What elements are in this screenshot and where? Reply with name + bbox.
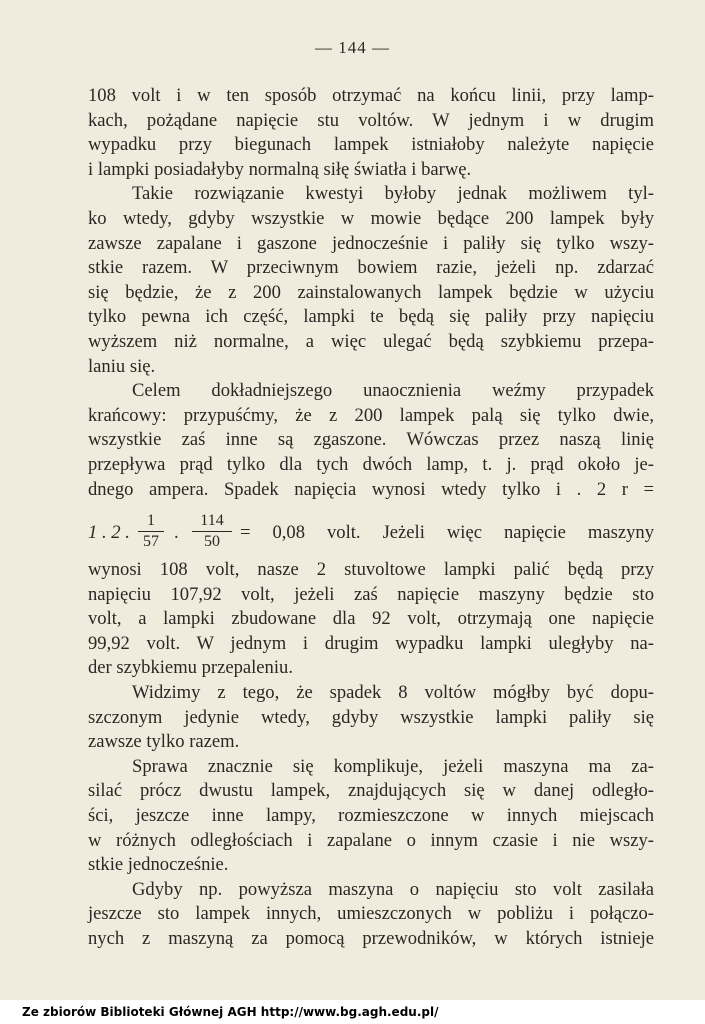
text-line: ko wtedy, gdyby wszystkie w mowie będące 200 lampek były	[88, 207, 654, 229]
text-line: nych z maszyną za pomocą przewodników, w których istnieje	[88, 927, 654, 949]
fraction-2-numerator: 114	[200, 512, 224, 529]
library-footer: Ze zbiorów Biblioteki Głównej AGH http://www.bg.agh.edu.pl/	[0, 1000, 705, 1024]
text-line: zawsze tylko razem.	[88, 731, 240, 753]
fraction-2-denominator: 50	[204, 533, 220, 550]
text-line: wynosi 108 volt, nasze 2 stuvoltowe lampki palić będą przy	[88, 559, 654, 580]
text-line: wyższem niż normalne, a więc ulegać będą szybkiemu przepa-	[88, 330, 654, 352]
text-line: kach, pożądane napięcie stu voltów. W jednym i w drugim	[88, 109, 654, 131]
formula-dot: .	[174, 522, 179, 543]
text-line: 108 volt i w ten sposób otrzymać na końcu linii, przy lamp-	[88, 85, 654, 106]
fraction-2	[192, 512, 232, 551]
text-line: 99,92 volt. W jednym i drugim wypadku lampki uległyby na-	[88, 632, 654, 654]
text-line: jeszcze sto lampek innych, umieszczonych w pobliżu i połączo-	[88, 903, 654, 925]
text-line: wszystkie zaś inne są zgaszone. Wówczas przez naszą linię	[88, 429, 654, 451]
text-line: der szybkiemu przepaleniu.	[88, 657, 293, 679]
text-line: laniu się.	[88, 355, 156, 377]
text-line: zawsze zapalane i gaszone jednocześnie i paliły się tylko wszy-	[88, 232, 654, 254]
text-line: silać prócz dwustu lampek, znajdujących się w danej odległo-	[88, 780, 654, 802]
fraction-1-numerator: 1	[147, 512, 155, 529]
text-line: wypadku przy biegunach lampek istniałoby należyte napięcie	[88, 134, 654, 156]
text-line: przepływa prąd tylko dla tych dwóch lamp, t. j. prąd około je-	[88, 453, 654, 475]
fraction-2-bar	[192, 531, 232, 532]
text-line: stkie razem. W przeciwnym bowiem razie, jeżeli np. zdarzać	[88, 257, 654, 279]
formula-prefix: 1 . 2 .	[88, 522, 130, 543]
fraction-1-bar	[138, 531, 164, 532]
text-line: dnego ampera. Spadek napięcia wynosi wtedy tylko i . 2 r =	[88, 478, 654, 500]
text-line: i lampki posiadałyby normalną siłę światła i barwę.	[88, 158, 472, 180]
text-block-upper	[88, 84, 654, 502]
page-number: — 144 —	[315, 38, 390, 57]
text-line: krańcowy: przypuśćmy, że z 200 lampek palą się tylko dwie,	[88, 404, 654, 426]
text-line: szczonym jedynie wtedy, gdyby wszystkie lampki paliły się	[88, 706, 654, 728]
formula-suffix: = 0,08 volt. Jeżeli więc napięcie maszyny	[240, 522, 654, 543]
text-line: Takie rozwiązanie kwestyi byłoby jednak możliwem tyl-	[132, 183, 654, 205]
text-line: Gdyby np. powyższa maszyna o napięciu sto volt zasilała	[132, 878, 654, 900]
text-line: tylko pewna ich część, lampki te będą się paliły przy napięciu	[88, 306, 654, 328]
fraction-1	[138, 512, 164, 551]
fraction-1-denominator: 57	[143, 533, 159, 550]
formula-line	[88, 512, 654, 556]
text-line: Widzimy z tego, że spadek 8 voltów mógłby być dopu-	[132, 681, 654, 703]
text-line: napięciu 107,92 volt, jeżeli zaś napięcie maszyny będzie sto	[88, 583, 654, 605]
text-line: ści, jeszcze inne lampy, rozmieszczone w innych miejscach	[88, 804, 654, 826]
text-line: stkie jednocześnie.	[88, 854, 229, 876]
text-block-lower	[88, 558, 654, 952]
text-line: volt, a lampki zbudowane dla 92 volt, otrzymają one napięcie	[88, 608, 654, 630]
text-line: Celem dokładniejszego unaocznienia weźmy przypadek	[132, 380, 654, 402]
text-line: się będzie, że z 200 zainstalowanych lampek będzie w użyciu	[88, 281, 654, 303]
text-line: w różnych odległościach i zapalane o innym czasie i nie wszy-	[88, 829, 654, 851]
text-line: Sprawa znacznie się komplikuje, jeżeli maszyna ma za-	[132, 755, 654, 777]
